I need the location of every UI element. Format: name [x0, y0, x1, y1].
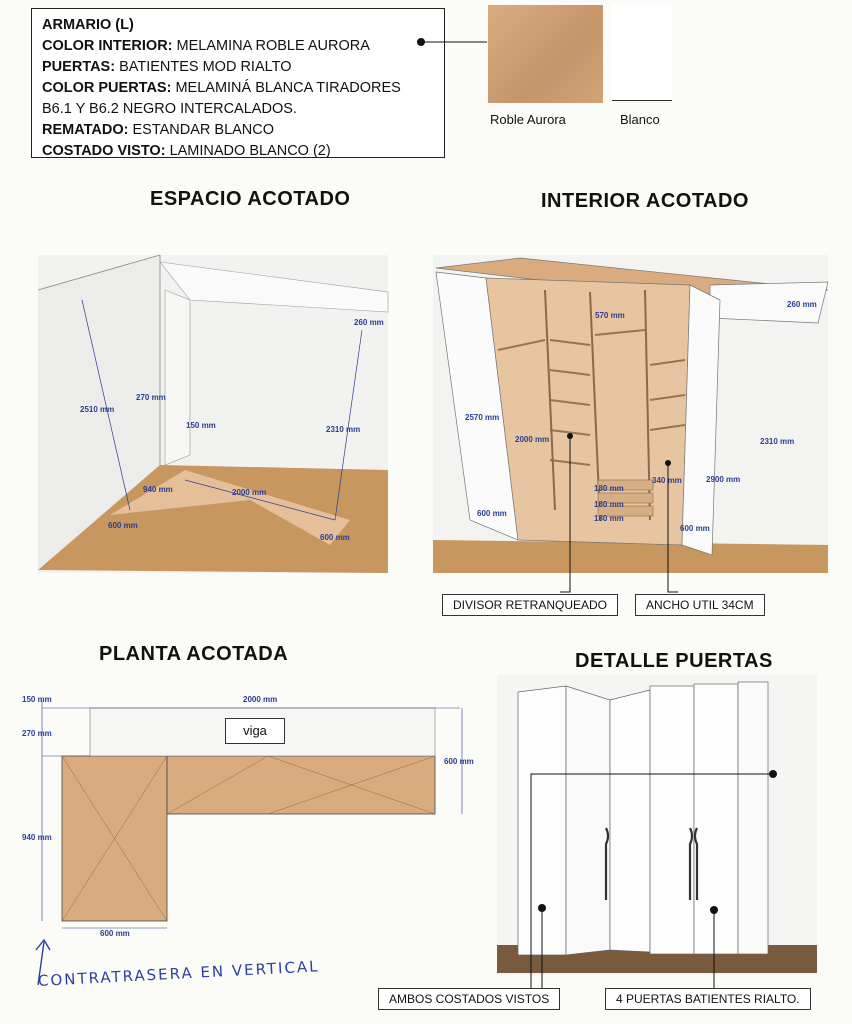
- dim-label: 270 mm: [136, 393, 166, 402]
- dim-label: 260 mm: [787, 300, 817, 309]
- spec-leader: [417, 38, 487, 46]
- viga-label: viga: [225, 718, 285, 744]
- dim-label: 600 mm: [477, 509, 507, 518]
- dim-label: 2310 mm: [326, 425, 361, 434]
- dim-label: 150 mm: [186, 421, 216, 430]
- dim-label: 260 mm: [354, 318, 384, 327]
- dim-label: 2900 mm: [706, 475, 741, 484]
- dim-label: 180 mm: [594, 500, 624, 509]
- dim-label: 600 mm: [680, 524, 710, 533]
- dim-label: 940 mm: [143, 485, 173, 494]
- callout-puertas: 4 PUERTAS BATIENTES RIALTO.: [605, 988, 811, 1010]
- callout-divisor: DIVISOR RETRANQUEADO: [442, 594, 618, 616]
- dim-label: 570 mm: [595, 311, 625, 320]
- callout-ancho: ANCHO UTIL 34CM: [635, 594, 765, 616]
- dim-label: 340 mm: [652, 476, 682, 485]
- interior-title: INTERIOR ACOTADO: [541, 190, 749, 212]
- spec-row: COLOR PUERTAS: MELAMINÁ BLANCA TIRADORES: [42, 80, 401, 96]
- spec-row: PUERTAS: BATIENTES MOD RIALTO: [42, 59, 292, 75]
- spec-row: COSTADO VISTO: LAMINADO BLANCO (2): [42, 143, 331, 159]
- dim-label: 180 mm: [594, 484, 624, 493]
- callout-costados: AMBOS COSTADOS VISTOS: [378, 988, 560, 1010]
- dim-label: 2000 mm: [515, 435, 550, 444]
- dim-label: 940 mm: [22, 833, 52, 842]
- spec-row: REMATADO: ESTANDAR BLANCO: [42, 122, 275, 138]
- white-swatch-label: Blanco: [620, 112, 660, 127]
- espacio-title: ESPACIO ACOTADO: [150, 188, 351, 210]
- dim-label: 600 mm: [444, 757, 474, 766]
- spec-row: COLOR INTERIOR: MELAMINA ROBLE AURORA: [42, 38, 370, 54]
- dim-label: 2000 mm: [232, 488, 267, 497]
- dim-label: 600 mm: [100, 929, 130, 938]
- dim-label: 600 mm: [108, 521, 138, 530]
- dim-label: 150 mm: [22, 695, 52, 704]
- oak-swatch-label: Roble Aurora: [490, 112, 566, 127]
- handwritten-note: CONTRATRASERA EN VERTICAL: [37, 957, 320, 990]
- spec-row: B6.1 Y B6.2 NEGRO INTERCALADOS.: [42, 101, 297, 117]
- dim-label: 270 mm: [22, 729, 52, 738]
- dim-label: 2310 mm: [760, 437, 795, 446]
- dim-label: 2570 mm: [465, 413, 500, 422]
- dim-label: 180 mm: [594, 514, 624, 523]
- dim-label: 2000 mm: [243, 695, 278, 704]
- spec-title: ARMARIO (L): [42, 17, 134, 33]
- planta-title: PLANTA ACOTADA: [99, 643, 289, 665]
- espacio-drawing: [38, 255, 388, 573]
- dim-label: 2510 mm: [80, 405, 115, 414]
- dim-label: 600 mm: [320, 533, 350, 542]
- detalle-title: DETALLE PUERTAS: [575, 650, 773, 672]
- detalle-drawing: [497, 675, 817, 990]
- interior-drawing: [433, 255, 828, 592]
